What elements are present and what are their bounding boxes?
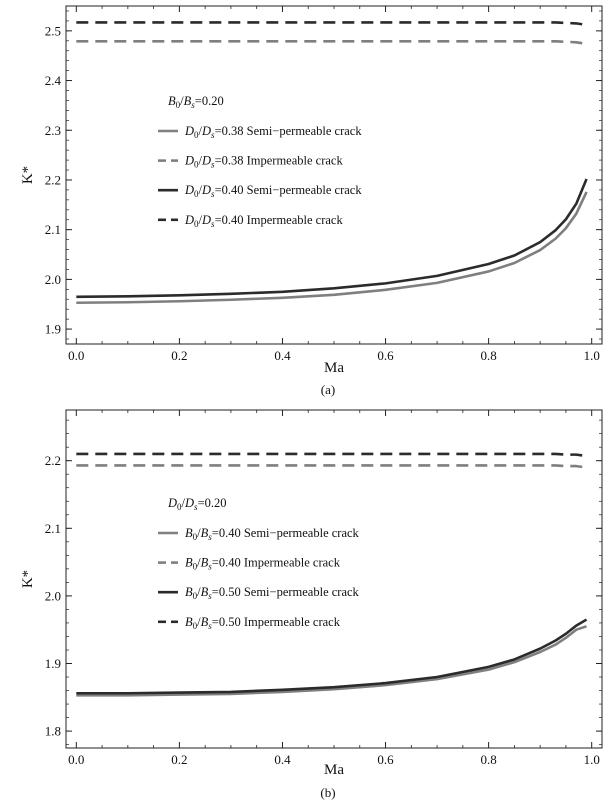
panel-caption: (a) [320,382,336,397]
y-tick-label: 1.9 [44,656,61,671]
x-axis-label: Ma [324,360,344,376]
y-tick-label: 2.1 [44,222,61,238]
y-tick-label: 2.4 [44,73,61,89]
y-tick-label: 2.0 [44,271,61,287]
x-tick-label: 1.0 [583,752,600,767]
series-line-1 [76,192,586,303]
x-tick-label: 0.6 [377,752,394,767]
chart-panel-b [20,410,602,800]
legend-header: $B_0/B_s=0.20$ [168,94,224,110]
legend-entry-2: $D_0/D_s=0.38$ Impermeable crack [185,153,343,170]
legend-entry-3: $B_0/B_s=0.50$ Semi−permeable crack [185,585,359,602]
legend-entry-3: $D_0/D_s=0.40$ Semi−permeable crack [185,183,362,200]
x-tick-label: 0.4 [274,752,291,767]
x-axis-label: Ma [324,762,344,778]
y-tick-label: 2.3 [44,122,61,138]
legend-header: $D_0/D_s=0.20$ [168,496,227,512]
x-tick-label: 0.0 [68,752,85,767]
legend-entry-4: $D_0/D_s=0.40$ Impermeable crack [185,212,343,229]
y-axis-label: K* [20,569,36,589]
legend-entry-1: $B_0/B_s=0.40$ Semi−permeable crack [185,526,359,542]
series-line-2 [76,465,586,467]
panel-caption: (b) [320,785,336,800]
y-tick-label: 2.1 [44,520,61,536]
y-tick-label: 2.2 [44,453,61,469]
x-tick-label: 0.4 [274,348,291,363]
x-tick-label: 0.0 [68,348,85,363]
legend-entry-2: $B_0/B_s=0.40$ Impermeable crack [185,555,340,572]
series-line-2 [76,41,586,43]
y-tick-label: 2.5 [44,23,61,39]
y-tick-label: 2.0 [44,588,61,604]
x-tick-label: 0.2 [171,752,188,767]
x-tick-label: 0.8 [480,348,497,363]
y-tick-label: 1.9 [44,321,61,337]
legend-entry-4: $B_0/B_s=0.50$ Impermeable crack [185,614,340,631]
legend-entry-1: $D_0/D_s=0.38$ Semi−permeable crack [185,124,362,140]
y-tick-label: 2.2 [44,172,61,188]
plot-frame [66,410,602,748]
x-tick-label: 1.0 [583,348,600,363]
x-tick-label: 0.8 [480,752,497,767]
y-axis-label: K* [20,165,36,185]
chart-panel-a [20,6,602,397]
series-line-4 [76,454,586,456]
plot-frame [66,6,602,344]
x-tick-label: 0.6 [377,348,394,363]
y-tick-label: 1.8 [44,723,61,739]
x-tick-label: 0.2 [171,348,188,363]
series-line-4 [76,22,586,24]
series-line-3 [76,620,586,694]
